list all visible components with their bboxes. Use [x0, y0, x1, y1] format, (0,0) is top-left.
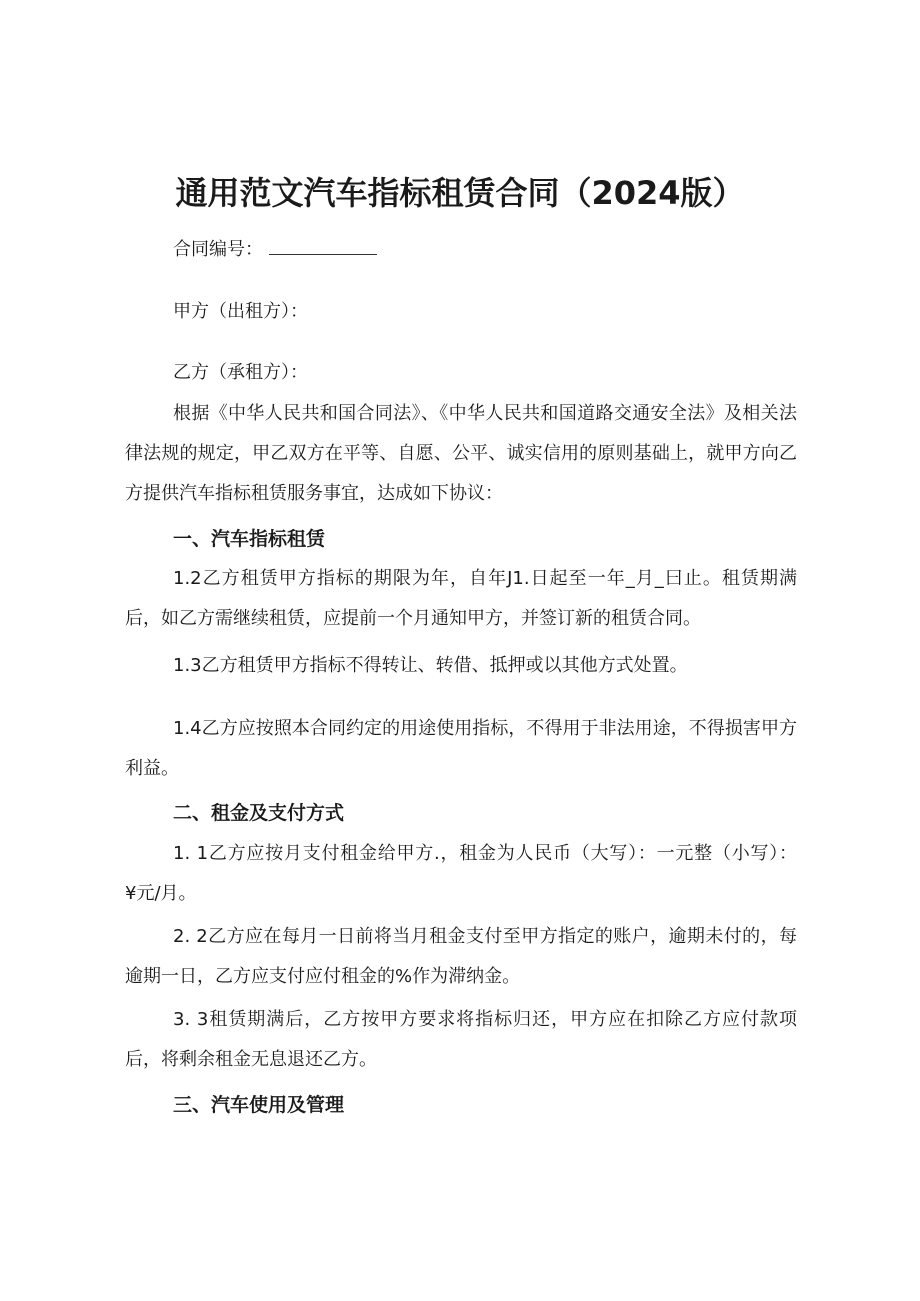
document-title: 通用范文汽车指标租赁合同（2024版）	[175, 174, 745, 212]
intro-paragraph: 根据《中华人民共和国合同法》、《中华人民共和国道路交通安全法》及相关法律法规的规定，甲乙双方在平等、自愿、公平、诚实信用的原则基础上，就甲方向乙方提供汽车指标租赁服务事宜，达成如下协议：	[125, 403, 797, 504]
clause-1-3: 1.3乙方租赁甲方指标不得转让、转借、抵押或以其他方式处置。	[173, 655, 688, 676]
contract-number-line	[173, 238, 377, 262]
clause-1-4: 1.4乙方应按照本合同约定的用途使用指标，不得用于非法用途，不得损害甲方利益。	[125, 718, 797, 779]
clause-2-3: 3. 3租赁期满后，乙方按甲方要求将指标归还，甲方应在扣除乙方应付款项后，将剩余租金无息退还乙方。	[125, 1009, 797, 1070]
section-heading-3: 三、汽车使用及管理	[173, 1094, 345, 1116]
contract-number-label: 合同编号：	[173, 239, 263, 260]
clause-2-1: 1. 1乙方应按月支付租金给甲方.，租金为人民币（大写）：一元整（小写）：¥元/月。	[125, 843, 797, 904]
clause-1-2: 1.2乙方租赁甲方指标的期限为年，自年J1.日起至一年_月_曰止。租赁期满后，如乙方需继续租赁，应提前一个月通知甲方，并签订新的租赁合同。	[125, 568, 797, 629]
contract-number-blank	[269, 240, 377, 255]
clause-2-2: 2. 2乙方应在每月一日前将当月租金支付至甲方指定的账户，逾期未付的，每逾期一日，乙方应支付应付租金的%作为滞纳金。	[125, 926, 797, 987]
party-a-line: 甲方（出租方）：	[173, 301, 308, 322]
section-heading-2: 二、租金及支付方式	[173, 802, 345, 824]
party-b-line: 乙方（承租方）：	[173, 362, 308, 383]
section-heading-1: 一、汽车指标租赁	[173, 528, 326, 550]
